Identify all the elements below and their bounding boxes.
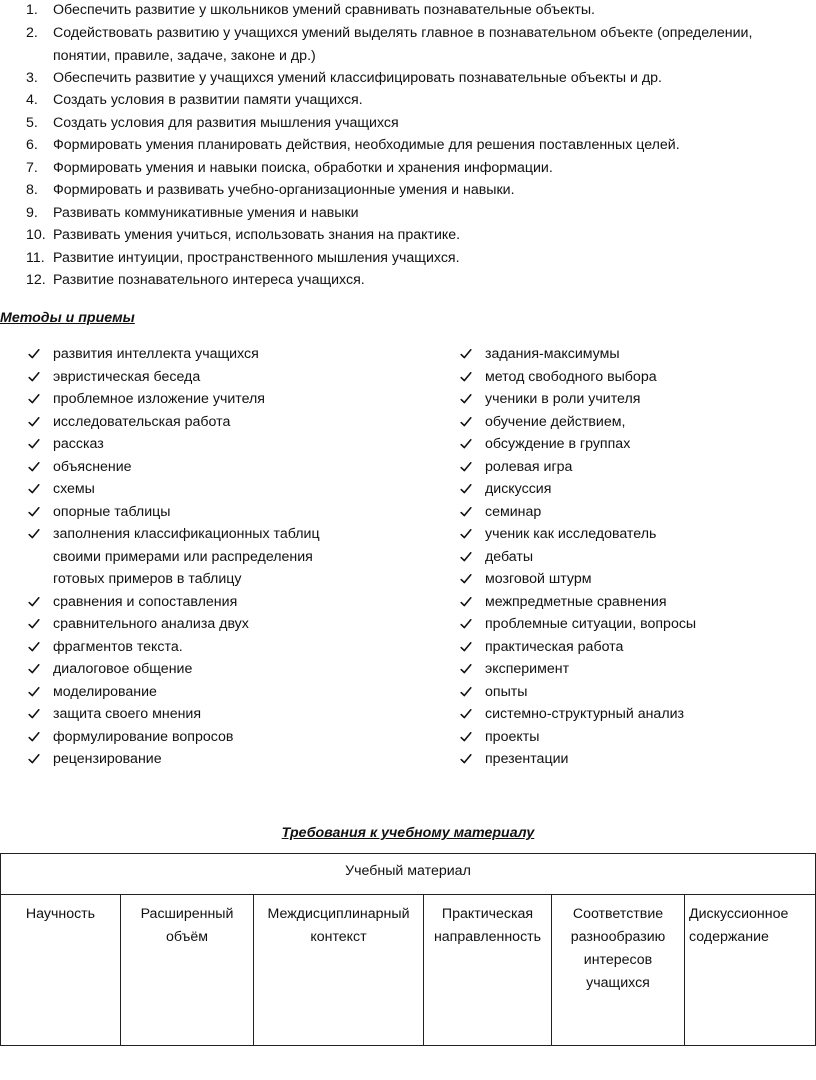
- method-text: сравнения и сопоставления: [53, 593, 238, 610]
- goal-text: Формировать умения планировать действия, необходимые для решения поставленных целей.: [53, 137, 680, 153]
- goal-number: 6.: [26, 137, 38, 153]
- method-text: ученик как исследователь: [485, 526, 657, 542]
- method-item: [460, 433, 790, 456]
- goal-text: Создать условия для развития мышления учащихся: [53, 115, 399, 131]
- checkmark-icon: [28, 433, 42, 455]
- goal-item: [0, 134, 816, 157]
- method-item: [28, 591, 328, 614]
- method-item: [28, 366, 328, 389]
- method-text: рецензирование: [53, 751, 162, 767]
- method-item: [460, 388, 790, 411]
- table-cell: Соответствие разнообразию интересов учащихся: [552, 895, 685, 1046]
- checkmark-icon: [460, 343, 474, 365]
- goal-item: [0, 247, 816, 270]
- checkmark-icon: [28, 591, 42, 613]
- checkmark-icon: [460, 366, 474, 388]
- method-item: [460, 613, 790, 636]
- method-item: [460, 501, 790, 524]
- checkmark-icon: [28, 636, 42, 658]
- method-item: [28, 388, 328, 411]
- goal-number: 1.: [26, 2, 38, 18]
- checkmark-icon: [28, 658, 42, 680]
- method-text: формулирование вопросов: [53, 728, 234, 745]
- checkmark-icon: [460, 478, 474, 500]
- checkmark-icon: [460, 433, 474, 455]
- method-item: [460, 411, 790, 434]
- goal-text: Развитие интуиции, пространственного мышления учащихся.: [53, 250, 460, 266]
- checkmark-icon: [28, 343, 42, 365]
- goal-number: 9.: [26, 205, 38, 221]
- method-text: мозговой штурм: [485, 571, 592, 587]
- method-text: межпредметные сравнения: [485, 593, 667, 610]
- method-text: задания-максимумы: [485, 346, 620, 362]
- method-text: метод свободного выбора: [485, 368, 657, 385]
- table-cell: Научность: [1, 895, 121, 1046]
- method-item: [28, 748, 328, 771]
- method-item: [460, 523, 790, 546]
- method-text: обучение действием,: [485, 413, 626, 430]
- checkmark-icon: [460, 501, 474, 523]
- checkmark-icon: [460, 523, 474, 545]
- method-text: рассказ: [53, 436, 104, 452]
- checkmark-icon: [28, 613, 42, 635]
- method-item: [460, 456, 790, 479]
- method-item: [28, 433, 328, 456]
- methods-list-right: [460, 343, 790, 771]
- method-text: исследовательская работа: [53, 413, 231, 430]
- goal-item: [0, 112, 816, 135]
- method-item: [460, 703, 790, 726]
- method-item: [460, 591, 790, 614]
- checkmark-icon: [460, 411, 474, 433]
- checkmark-icon: [460, 388, 474, 410]
- method-item: [460, 748, 790, 771]
- checkmark-icon: [460, 681, 474, 703]
- goal-text: Содействовать развитию у учащихся умений выделять главное в познавательном объекте (определении, понятии, правиле, задаче, законе и др.): [53, 25, 753, 64]
- method-item: [28, 703, 328, 726]
- checkmark-icon: [460, 456, 474, 478]
- method-text: обсуждение в группах: [485, 436, 631, 452]
- method-item: [28, 478, 328, 501]
- checkmark-icon: [28, 501, 42, 523]
- method-item: [28, 456, 328, 479]
- method-item: [28, 501, 328, 524]
- method-text: проекты: [485, 728, 540, 745]
- goals-list: [0, 0, 816, 299]
- goal-text: Развивать коммуникативные умения и навыки: [53, 205, 359, 221]
- checkmark-icon: [28, 388, 42, 410]
- goal-number: 8.: [26, 182, 38, 198]
- goal-item: [0, 67, 816, 90]
- method-text: защита своего мнения: [53, 706, 202, 722]
- method-text: моделирование: [53, 683, 157, 700]
- method-item: [460, 366, 790, 389]
- checkmark-icon: [460, 546, 474, 568]
- goal-number: 4.: [26, 92, 38, 108]
- checkmark-icon: [28, 703, 42, 725]
- table-cell: Дискуссионное содержание: [685, 895, 816, 1046]
- method-item: [28, 523, 328, 591]
- method-item: [28, 613, 328, 636]
- checkmark-icon: [28, 748, 42, 770]
- method-text: заполнения классификационных таблиц своими примерами или распределения готовых примеров в таблицу: [53, 526, 320, 587]
- method-item: [28, 411, 328, 434]
- method-text: системно-структурный анализ: [485, 706, 685, 722]
- method-text: ученики в роли учителя: [485, 391, 641, 407]
- table-cell: Междисциплинарный контекст: [254, 895, 424, 1046]
- goal-item: [0, 0, 816, 22]
- method-item: [28, 636, 328, 659]
- table-cell: Практическая направленность: [424, 895, 552, 1046]
- goal-item: [0, 179, 816, 202]
- method-text: дебаты: [485, 548, 534, 565]
- method-text: эксперимент: [485, 661, 570, 677]
- method-item: [28, 658, 328, 681]
- goal-item: [0, 269, 816, 292]
- method-text: опорные таблицы: [53, 503, 171, 520]
- method-item: [460, 546, 790, 569]
- checkmark-icon: [460, 636, 474, 658]
- goal-number: 10.: [26, 227, 46, 243]
- method-text: объяснение: [53, 458, 132, 475]
- method-text: практическая работа: [485, 638, 624, 655]
- method-text: проблемные ситуации, вопросы: [485, 616, 697, 632]
- checkmark-icon: [28, 523, 42, 545]
- goal-number: 11.: [26, 250, 45, 266]
- checkmark-icon: [460, 568, 474, 590]
- method-text: фрагментов текста.: [53, 638, 183, 655]
- table-cell: Расширенный объём: [121, 895, 254, 1046]
- goal-number: 2.: [26, 25, 38, 41]
- goal-text: Развивать умения учиться, использовать знания на практике.: [53, 227, 461, 243]
- method-text: проблемное изложение учителя: [53, 391, 265, 407]
- goal-number: 12.: [26, 272, 46, 288]
- method-text: диалоговое общение: [53, 661, 193, 677]
- method-item: [460, 726, 790, 749]
- method-item: [28, 726, 328, 749]
- method-item: [28, 681, 328, 704]
- goal-item: [0, 22, 816, 67]
- goal-text: Развитие познавательного интереса учащихся.: [53, 272, 365, 288]
- goal-item: [0, 157, 816, 180]
- checkmark-icon: [460, 658, 474, 680]
- requirements-title: Требования к учебному материалу: [281, 825, 535, 841]
- table-header-cell: Учебный материал: [1, 854, 816, 895]
- goal-item: [0, 202, 816, 225]
- checkmark-icon: [460, 748, 474, 770]
- requirements-table: [0, 853, 816, 1046]
- goal-text: Обеспечить развитие у школьников умений сравнивать познавательные объекты.: [53, 2, 595, 18]
- method-item: [460, 568, 790, 591]
- method-item: [460, 343, 790, 366]
- goal-text: Создать условия в развитии памяти учащихся.: [53, 92, 363, 108]
- checkmark-icon: [28, 726, 42, 748]
- method-item: [28, 343, 328, 366]
- method-text: семинар: [485, 503, 542, 520]
- method-text: ролевая игра: [485, 458, 573, 475]
- method-item: [460, 636, 790, 659]
- goal-text: Формировать умения и навыки поиска, обработки и хранения информации.: [53, 160, 553, 176]
- method-item: [460, 681, 790, 704]
- method-item: [460, 478, 790, 501]
- checkmark-icon: [28, 456, 42, 478]
- method-item: [460, 658, 790, 681]
- method-text: схемы: [53, 481, 95, 497]
- goal-number: 7.: [26, 160, 38, 176]
- goal-text: Формировать и развивать учебно-организационные умения и навыки.: [53, 182, 515, 198]
- checkmark-icon: [28, 411, 42, 433]
- methods-title: Методы и приемы: [0, 310, 135, 326]
- checkmark-icon: [460, 726, 474, 748]
- checkmark-icon: [460, 613, 474, 635]
- checkmark-icon: [460, 591, 474, 613]
- methods-list-left: [28, 343, 328, 771]
- checkmark-icon: [28, 478, 42, 500]
- method-text: развития интеллекта учащихся: [53, 346, 259, 362]
- method-text: эвристическая беседа: [53, 368, 201, 385]
- method-text: дискуссия: [485, 481, 552, 497]
- goal-number: 5.: [26, 115, 38, 131]
- goal-item: [0, 224, 816, 247]
- checkmark-icon: [28, 366, 42, 388]
- checkmark-icon: [460, 703, 474, 725]
- checkmark-icon: [28, 681, 42, 703]
- goal-number: 3.: [26, 70, 38, 86]
- method-text: презентации: [485, 751, 569, 767]
- method-text: опыты: [485, 683, 528, 700]
- method-text: сравнительного анализа двух: [53, 616, 249, 632]
- goal-item: [0, 89, 816, 112]
- goal-text: Обеспечить развитие у учащихся умений классифицировать познавательные объекты и др.: [53, 70, 662, 86]
